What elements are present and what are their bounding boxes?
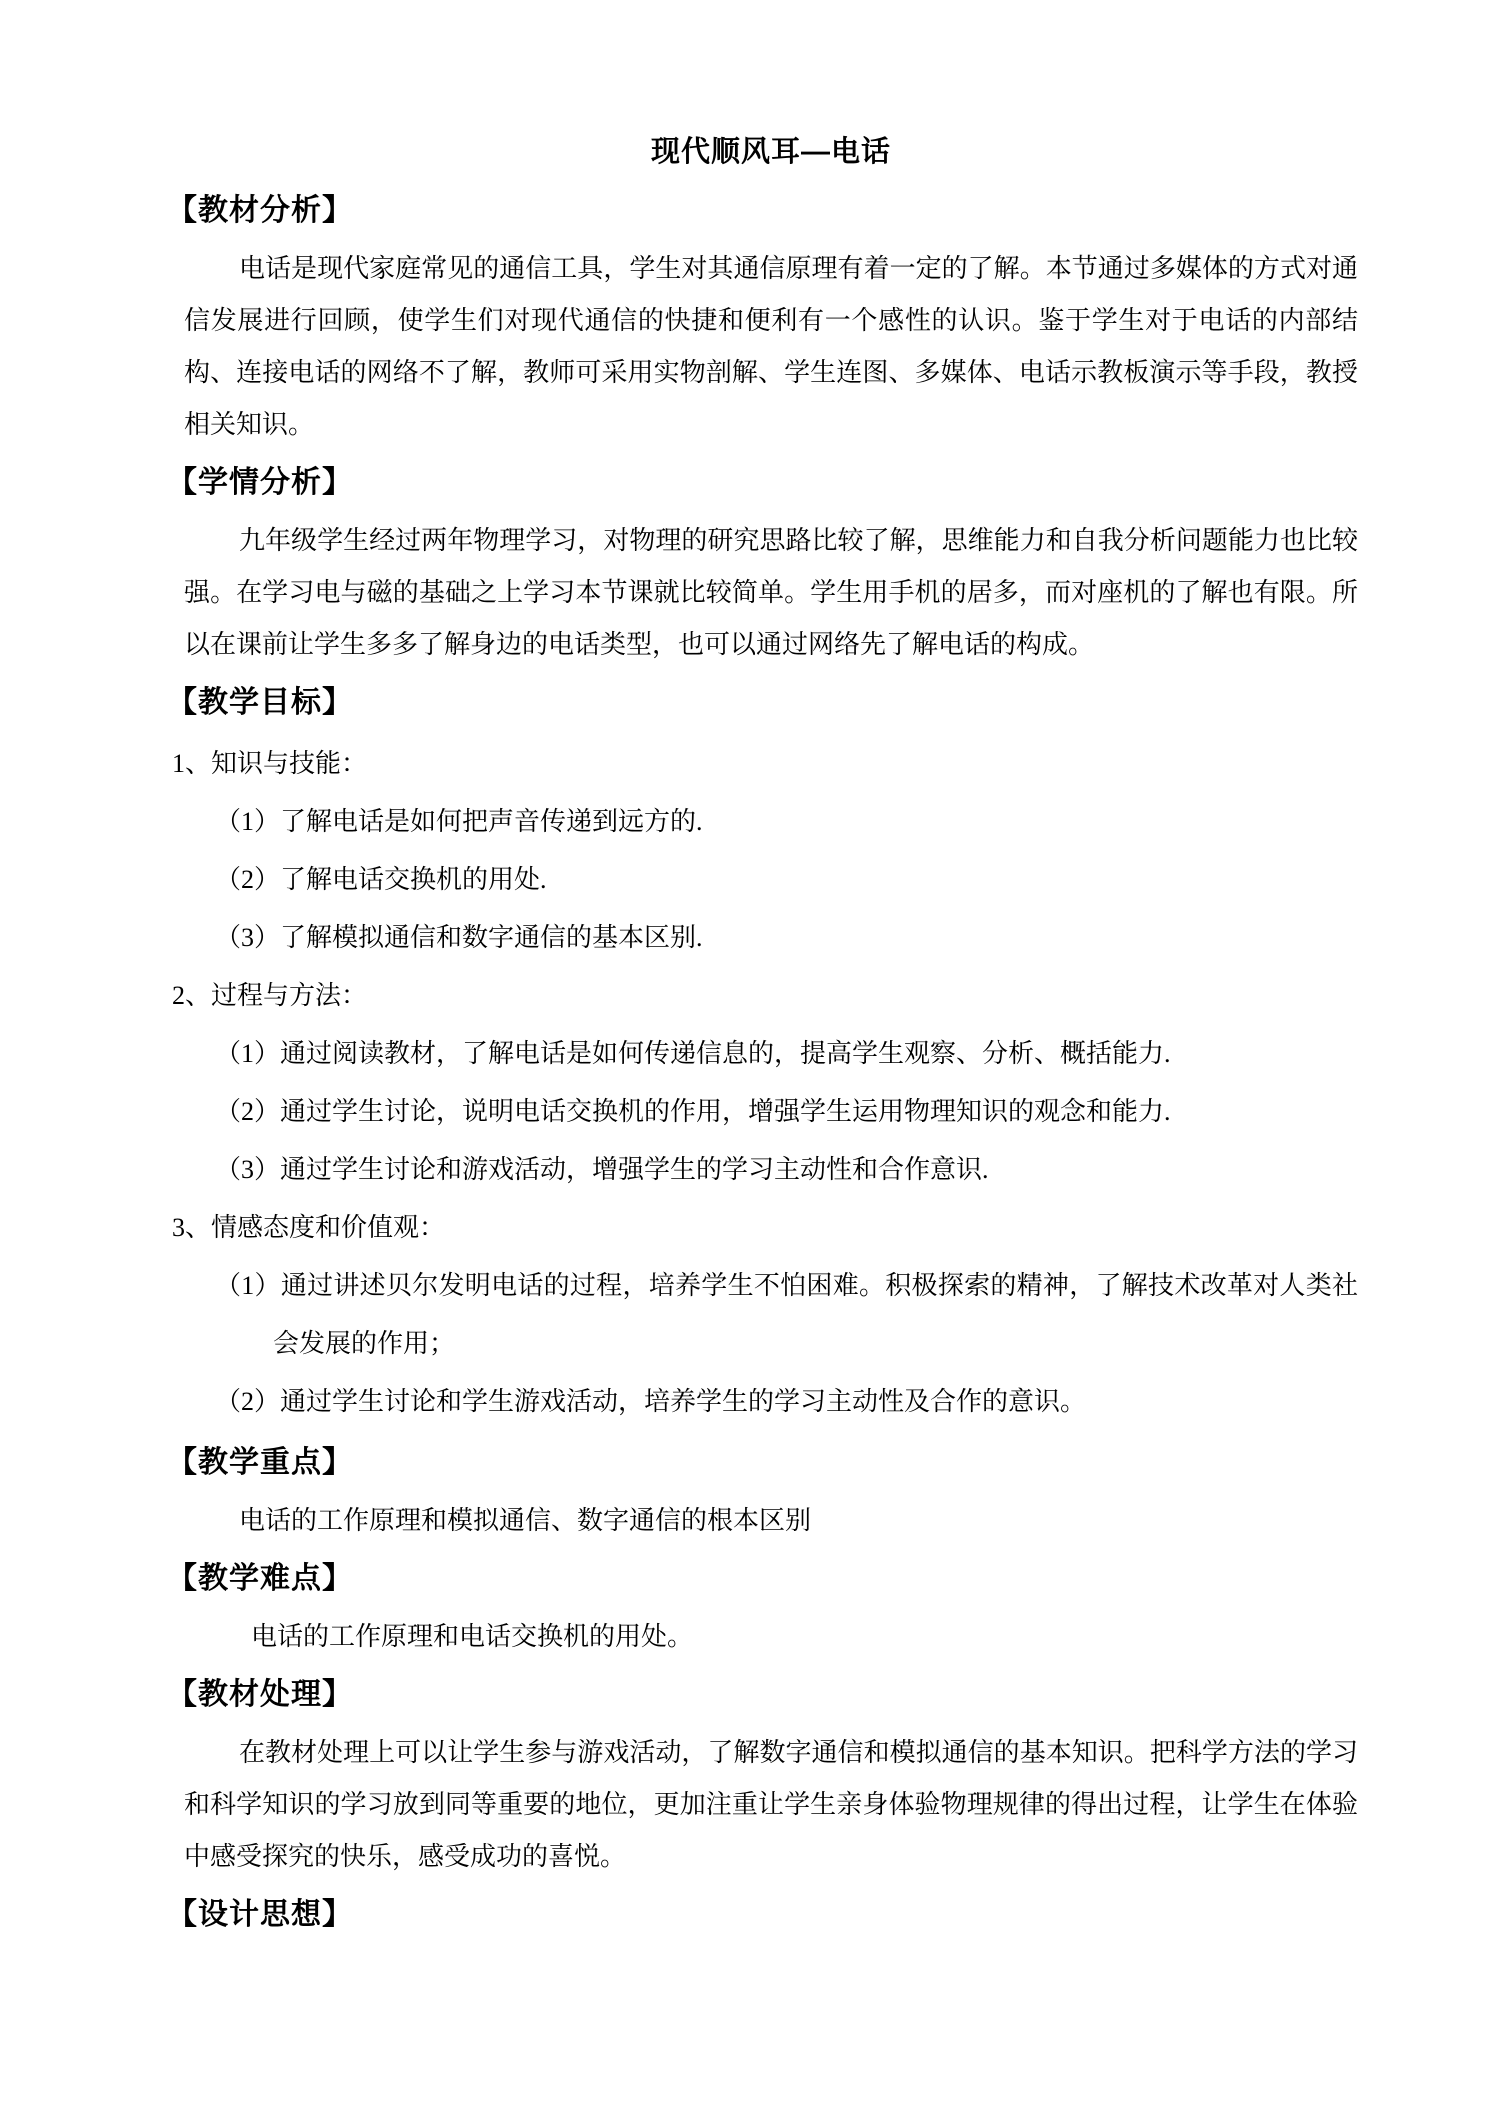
- material-handling-paragraph: 在教材处理上可以让学生参与游戏活动，了解数字通信和模拟通信的基本知识。把科学方法的学习和科学知识的学习放到同等重要的地位，更加注重让学生亲身体验物理规律的得出过程，让学生在体验中感受探究的快乐，感受成功的喜悦。: [184, 1738, 1358, 1871]
- section-heading-material-handling: 【教材处理】: [167, 1678, 353, 1711]
- teaching-difficulty-text: 电话的工作原理和电话交换机的用处。: [251, 1622, 694, 1651]
- goal-group-emotion-values: [172, 1199, 1358, 1431]
- goal-group-3-item-1: （1）通过讲述贝尔发明电话的过程，培养学生不怕困难。积极探索的精神，了解技术改革对人类社会发展的作用；: [215, 1271, 1358, 1358]
- section-heading-learner-analysis: 【学情分析】: [167, 466, 353, 499]
- goal-group-3-item-2: （2）通过学生讨论和学生游戏活动，培养学生的学习主动性及合作的意识。: [215, 1387, 1087, 1416]
- page-title: 现代顺风耳—电话: [650, 136, 891, 168]
- goal-group-2-item-3: （3）通过学生讨论和游戏活动，增强学生的学习主动性和合作意识.: [215, 1155, 989, 1184]
- section-heading-material-analysis: 【教材分析】: [167, 194, 353, 227]
- goal-group-1-item-1: （1）了解电话是如何把声音传递到远方的.: [215, 807, 703, 836]
- section-heading-design-philosophy: 【设计思想】: [167, 1898, 353, 1931]
- goal-group-1-label: 1、知识与技能：: [172, 749, 368, 778]
- section-heading-teaching-goals: 【教学目标】: [167, 686, 353, 719]
- material-analysis-paragraph: 电话是现代家庭常见的通信工具，学生对其通信原理有着一定的了解。本节通过多媒体的方式对通信发展进行回顾，使学生们对现代通信的快捷和便利有一个感性的认识。鉴于学生对于电话的内部结构、连接电话的网络不了解，教师可采用实物剖解、学生连图、多媒体、电话示教板演示等手段，教授相关知识。: [184, 254, 1358, 439]
- section-heading-teaching-difficulty: 【教学难点】: [167, 1562, 353, 1595]
- goal-group-process-methods: [172, 967, 1358, 1199]
- goal-group-3-label: 3、情感态度和价值观：: [172, 1213, 446, 1242]
- learner-analysis-paragraph: 九年级学生经过两年物理学习，对物理的研究思路比较了解，思维能力和自我分析问题能力也比较强。在学习电与磁的基础之上学习本节课就比较简单。学生用手机的居多，而对座机的了解也有限。所以在课前让学生多多了解身边的电话类型，也可以通过网络先了解电话的构成。: [184, 526, 1358, 659]
- goal-group-1-item-3: （3）了解模拟通信和数字通信的基本区别.: [215, 923, 703, 952]
- goal-group-2-label: 2、过程与方法：: [172, 981, 368, 1010]
- goal-group-2-item-1: （1）通过阅读教材，了解电话是如何传递信息的，提高学生观察、分析、概括能力.: [215, 1039, 1171, 1068]
- goal-group-2-item-2: （2）通过学生讨论，说明电话交换机的作用，增强学生运用物理知识的观念和能力.: [215, 1097, 1171, 1126]
- section-heading-teaching-focus: 【教学重点】: [167, 1446, 353, 1479]
- goal-group-1-item-2: （2）了解电话交换机的用处.: [215, 865, 547, 894]
- goal-group-knowledge-skills: [172, 735, 1358, 967]
- teaching-focus-text: 电话的工作原理和模拟通信、数字通信的根本区别: [239, 1506, 812, 1535]
